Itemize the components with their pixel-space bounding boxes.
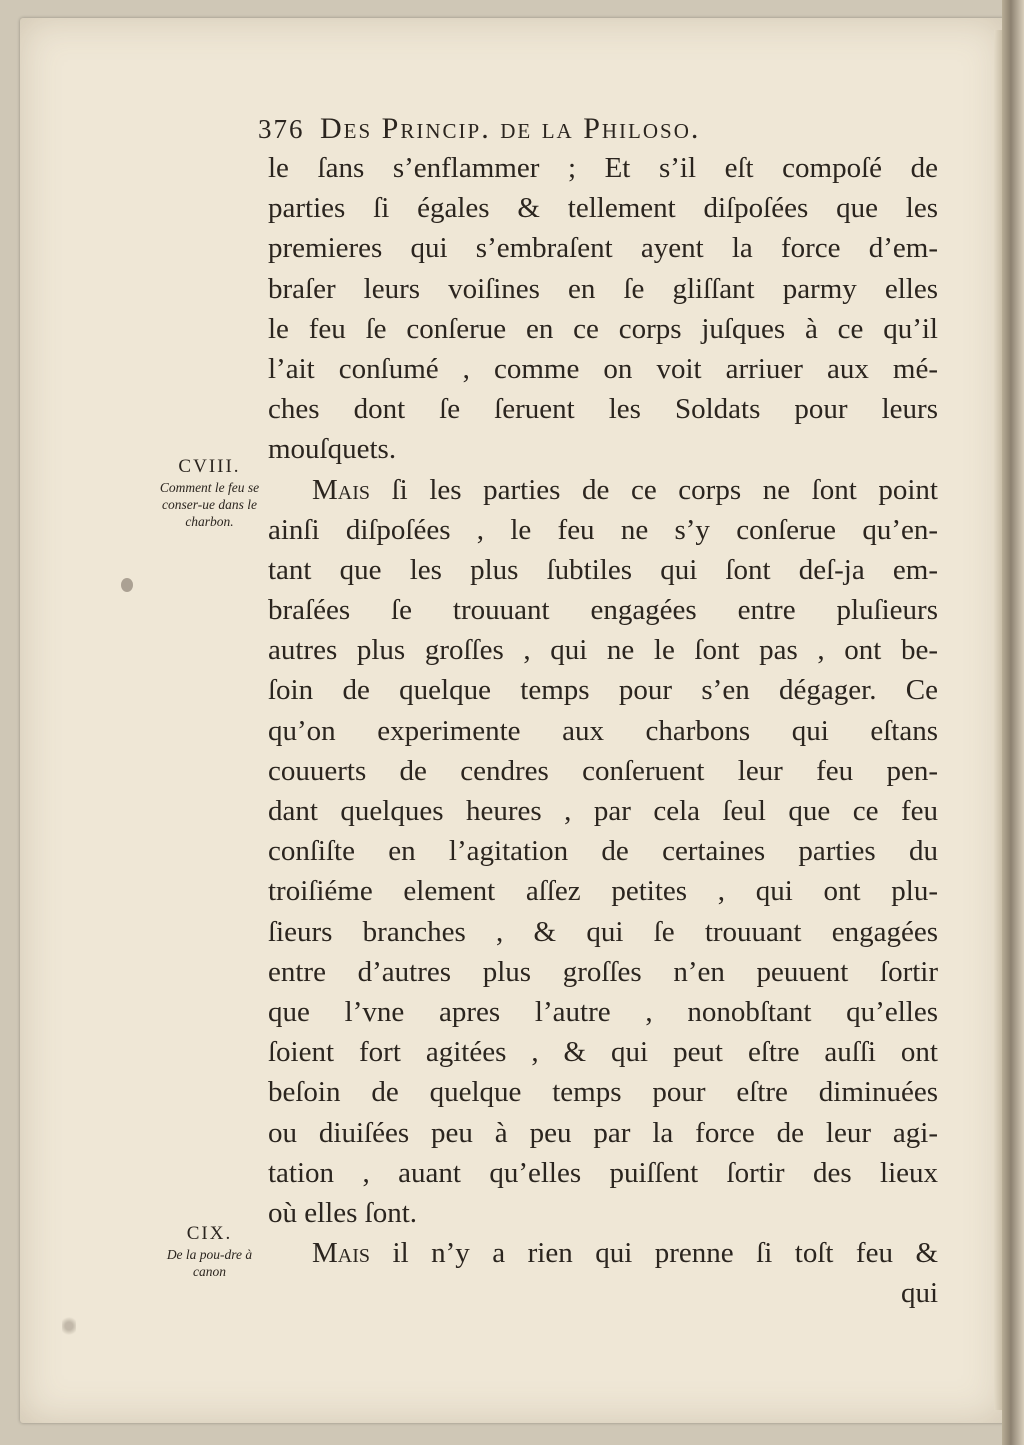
text-line: couuerts de cendres conſeruent leur feu pen-	[268, 754, 938, 787]
text-line: l’ait conſumé , comme on voit arriuer aux mé-	[268, 352, 938, 385]
running-header	[258, 112, 938, 146]
text-line: que l’vne apres l’autre , nonobſtant qu’elles	[268, 995, 938, 1028]
text-line: le feu ſe conſerue en ce corps juſques à ce qu’il	[268, 312, 938, 345]
running-title: Des Princip. de la Philoso.	[320, 112, 701, 145]
text-line: troiſiéme element aſſez petites , qui ont plu-	[268, 875, 938, 908]
margin-note-cix	[152, 1222, 267, 1280]
text-line: ſi les parties de ce corps ne ſont point	[391, 473, 938, 506]
text-line: tant que les plus ſubtiles qui ſont deſ-ja em-	[268, 553, 938, 586]
text-line: il n’y a rien qui prenne ſi toſt feu &	[392, 1237, 939, 1270]
text-line: braſer leurs voiſines en ſe gliſſant parmy elles	[268, 272, 938, 305]
text-line: le ſans s’enflammer ; Et s’il eſt compoſé de	[268, 152, 938, 184]
margin-note-number: CVIII.	[178, 456, 241, 477]
text-line: autres plus groſſes , qui ne le ſont pas , ont be-	[268, 634, 938, 667]
text-line: parties ſi égales & tellement diſpoſées que les	[268, 192, 938, 225]
stain-mark	[62, 1315, 76, 1337]
page-edge-inner	[994, 30, 1002, 1410]
text-line: qu’on experimente aux charbons qui eſtans	[268, 714, 938, 747]
margin-note-text: Comment le feu se conser-ue dans le charbon.	[159, 480, 260, 529]
margin-note-text: De la pou-dre à canon	[166, 1247, 253, 1279]
lead-word: Mais	[312, 1237, 371, 1270]
text-line: mouſquets.	[268, 433, 397, 466]
text-line: beſoin de quelque temps pour eſtre diminuées	[268, 1076, 938, 1109]
text-line: ſoient fort agitées , & qui peut eſtre auſſi ont	[268, 1036, 938, 1069]
margin-note-number: CIX.	[186, 1223, 233, 1244]
text-line: ainſi diſpoſées , le feu ne s’y conſerue qu’en-	[268, 513, 938, 546]
text-line: ches dont ſe ſeruent les Soldats pour leurs	[268, 393, 938, 426]
text-line: braſées ſe trouuant engagées entre pluſieurs	[268, 594, 938, 627]
text-line: tation , auant qu’elles puiſſent ſortir des lieux	[268, 1156, 938, 1189]
text-line: où elles ſont.	[268, 1196, 418, 1229]
paragraph-start-line	[268, 470, 938, 510]
lead-word: Mais	[312, 473, 371, 506]
text-line: dant quelques heures , par cela ſeul que ce feu	[268, 795, 938, 827]
margin-note-cviii	[152, 455, 267, 530]
page-edge	[1002, 0, 1024, 1445]
text-line: ſieurs branches , & qui ſe trouuant engagées	[268, 915, 938, 948]
text-line: entre d’autres plus groſſes n’en peuuent ſortir	[268, 955, 938, 988]
paragraph-start-line	[268, 1233, 938, 1273]
page-number: 376	[258, 114, 305, 144]
ink-blot	[121, 578, 133, 592]
catchword: qui	[900, 1277, 938, 1310]
text-line: conſiſte en l’agitation de certaines parties du	[268, 835, 938, 868]
main-text	[268, 148, 938, 1313]
text-line: ſoin de quelque temps pour s’en dégager. Ce	[268, 674, 938, 707]
text-line: premieres qui s’embraſent ayent la force d’em-	[268, 232, 938, 265]
text-line: ou diuiſées peu à peu par la force de leur agi-	[268, 1116, 938, 1149]
